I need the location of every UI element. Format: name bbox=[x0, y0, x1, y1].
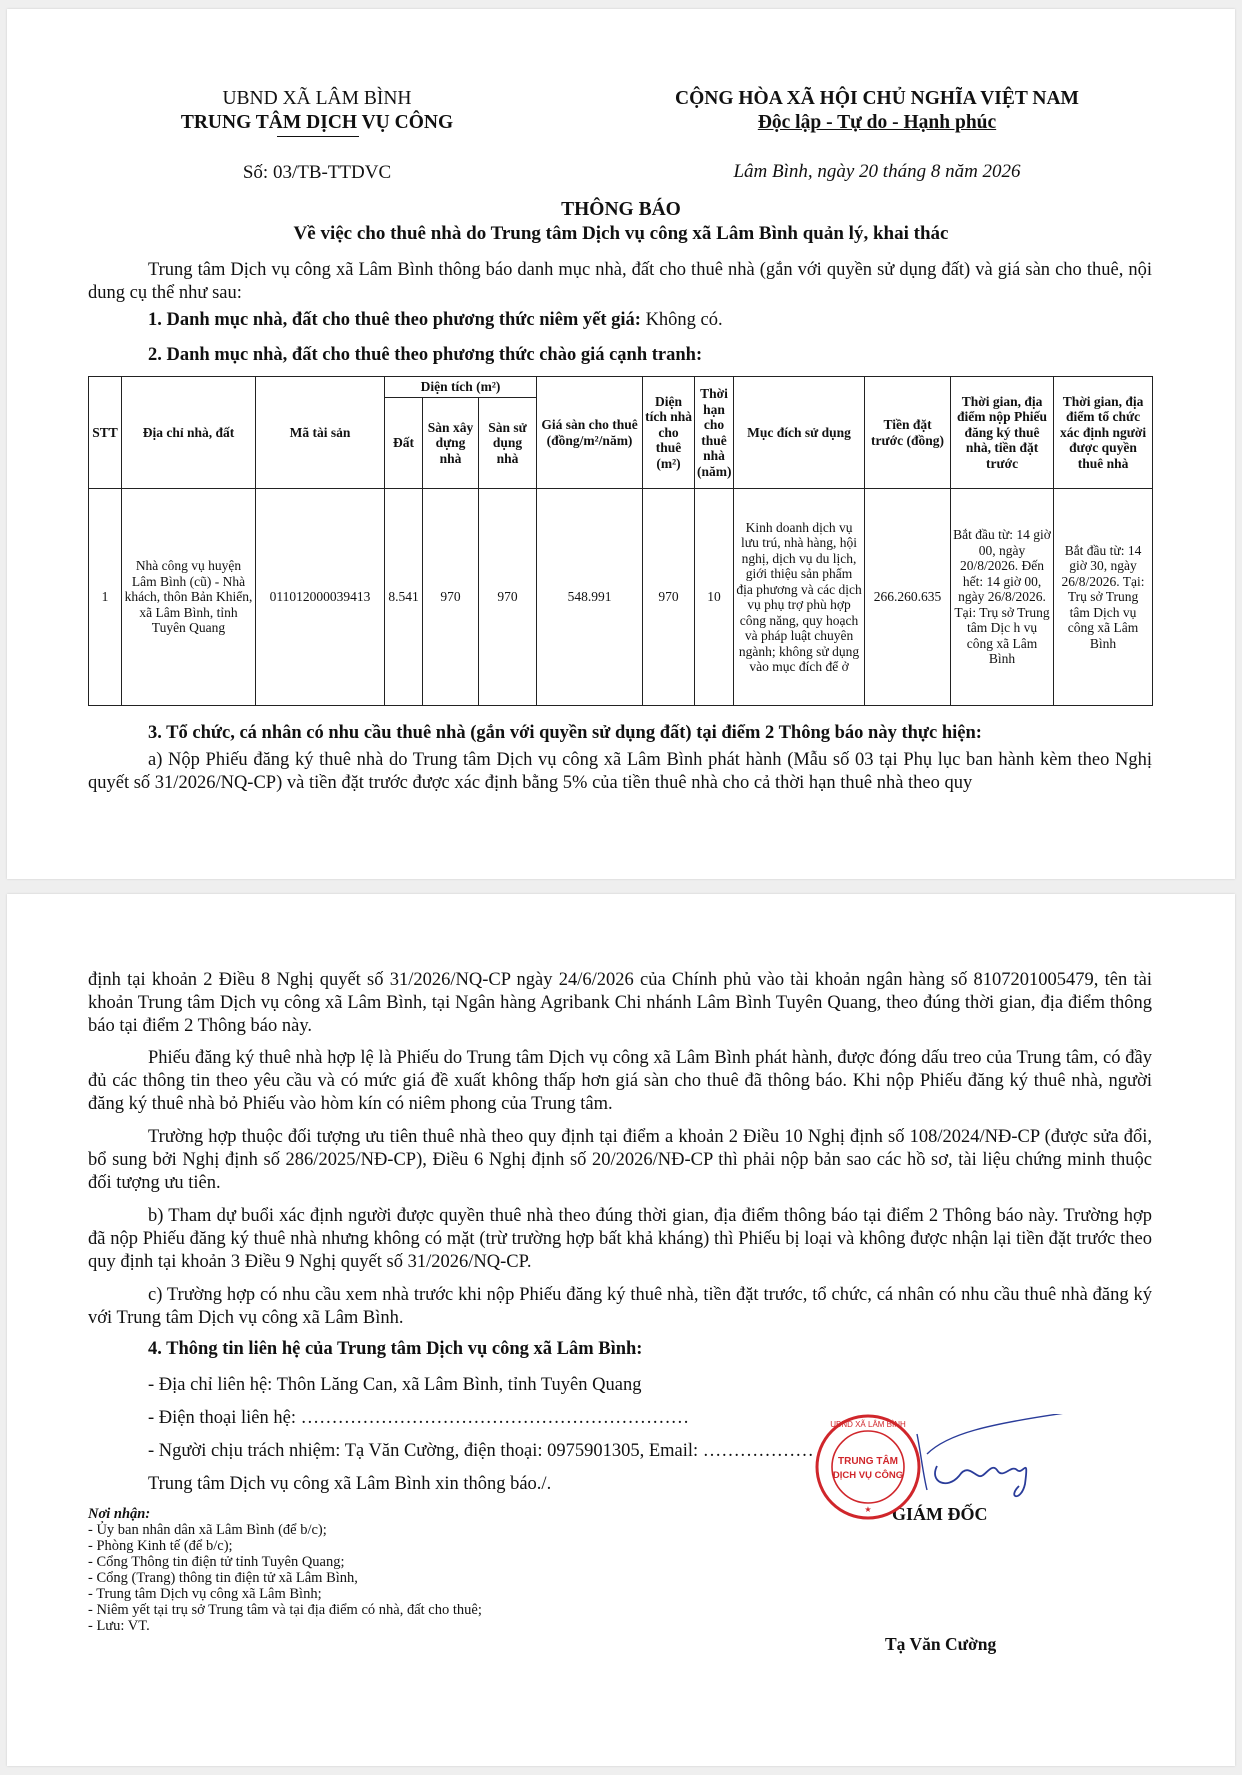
section-4-label: 4. Thông tin liên hệ của Trung tâm Dịch vụ công xã Lâm Bình: bbox=[148, 1339, 643, 1359]
recipient-item: - Lưu: VT. bbox=[88, 1618, 150, 1634]
cell-rent-area: 970 bbox=[643, 489, 695, 706]
col-floor-price: Giá sàn cho thuê (đồng/m²/năm) bbox=[537, 377, 643, 489]
contact-person: - Người chịu trách nhiệm: Tạ Văn Cường, điện thoại: 0975901305, Email: ……………… bbox=[148, 1441, 814, 1461]
table-row bbox=[89, 489, 1153, 706]
col-asset-code: Mã tài sản bbox=[256, 377, 385, 489]
cell-floor-built: 970 bbox=[423, 489, 479, 706]
section-2-label: 2. Danh mục nhà, đất cho thuê theo phương thức chào giá cạnh tranh: bbox=[148, 345, 703, 365]
col-purpose: Mục đích sử dụng bbox=[734, 377, 865, 489]
org-line-2 bbox=[77, 111, 557, 135]
col-floor-built: Sàn xây dựng nhà bbox=[423, 398, 479, 489]
document-page-1 bbox=[7, 9, 1235, 879]
svg-text:TRUNG TÂM: TRUNG TÂM bbox=[838, 1456, 898, 1467]
recipient-item: - Ủy ban nhân dân xã Lâm Bình (để b/c); bbox=[88, 1522, 327, 1538]
col-area-group: Diện tích (m²) bbox=[385, 377, 537, 398]
svg-text:★: ★ bbox=[864, 1505, 872, 1514]
table-header-row bbox=[89, 377, 1153, 398]
signer-name: Tạ Văn Cường bbox=[885, 1634, 997, 1654]
section-3c: c) Trường hợp có nhu cầu xem nhà trước khi nộp Phiếu đăng ký thuê nhà, tiền đặt trước, tổ chức, cá nhân có nhu cầu thuê nhà đăng ký với Trung tâm Dịch vụ công xã Lâm Bình. bbox=[88, 1285, 1152, 1328]
cell-submit-time: Bắt đầu từ: 14 giờ 00, ngày 20/8/2026. Đến hết: 14 giờ 00, ngày 26/8/2026. Tại: Trụ sở Trung tâm Dịc h vụ công xã Lâm Bình bbox=[951, 489, 1054, 706]
notice-subtitle: Về việc cho thuê nhà do Trung tâm Dịch vụ công xã Lâm Bình quản lý, khai thác bbox=[293, 223, 949, 244]
col-land: Đất bbox=[385, 398, 423, 489]
cell-decide-time: Bắt đầu từ: 14 giờ 30, ngày 26/8/2026. Tại: Trụ sở Trung tâm Dịch vụ công xã Lâm Bình bbox=[1054, 489, 1153, 706]
issuing-authority bbox=[77, 87, 557, 135]
org-line-1: UBND XÃ LÂM BÌNH bbox=[222, 88, 412, 109]
section-3a-part-1: a) Nộp Phiếu đăng ký thuê nhà do Trung tâm Dịch vụ công xã Lâm Bình phát hành (Mẫu số 03 tại Phụ lục ban hành kèm theo Nghị quyết số 31/2026/NQ-CP) và tiền đặt trước được xác định bằng 5% của tiền thuê nhà cho cả thời hạn thuê nhà theo quy bbox=[88, 750, 1152, 793]
recipient-item: - Cổng Thông tin điện tử tỉnh Tuyên Quang; bbox=[88, 1554, 345, 1570]
rental-table bbox=[88, 376, 1153, 706]
section-1 bbox=[148, 310, 723, 331]
document-page-2 bbox=[7, 894, 1235, 1766]
recipient-item: - Phòng Kinh tế (để b/c); bbox=[88, 1538, 233, 1554]
doc-number: Số: 03/TB-TTDVC bbox=[242, 162, 392, 183]
svg-text:UBND XÃ LÂM BÌNH: UBND XÃ LÂM BÌNH bbox=[830, 1420, 906, 1429]
recipient-item: - Niêm yết tại trụ sở Trung tâm và tại địa điểm có nhà, đất cho thuê; bbox=[88, 1602, 482, 1618]
col-submit-time: Thời gian, địa điểm nộp Phiếu đăng ký thuê nhà, tiền đặt trước bbox=[951, 377, 1054, 489]
cell-floor-price: 548.991 bbox=[537, 489, 643, 706]
org-line-2-text: TRUNG TÂM DỊCH VỤ CÔNG bbox=[180, 112, 454, 133]
section-1-value: Không có. bbox=[640, 310, 723, 330]
section-3b: b) Tham dự buổi xác định người được quyền thuê nhà theo đúng thời gian, địa điểm thông báo tại điểm 2 Thông báo này. Trường hợp đã nộp Phiếu đăng ký thuê nhà nhưng không có mặt (trừ trường hợp bất khả kháng) thì Phiếu bị loại và không được nhận lại tiền đặt trước theo quy định tại khoản 3 Điều 9 Nghị quyết số 31/2026/NQ-CP. bbox=[88, 1206, 1152, 1272]
nation-line-1: CỘNG HÒA XÃ HỘI CHỦ NGHĨA VIỆT NAM bbox=[675, 88, 1079, 109]
col-floor-used: Sàn sử dụng nhà bbox=[479, 398, 537, 489]
org-underline bbox=[277, 136, 359, 137]
valid-form-paragraph: Phiếu đăng ký thuê nhà hợp lệ là Phiếu do Trung tâm Dịch vụ công xã Lâm Bình phát hành, được đóng dấu treo của Trung tâm, có đầy đủ các thông tin theo yêu cầu và có mức giá đề xuất không thấp hơn giá sàn cho thuê đã thông báo. Khi nộp Phiếu đăng ký thuê nhà, người đăng ký thuê nhà bỏ Phiếu vào hòm kín có niêm phong của Trung tâm. bbox=[88, 1048, 1152, 1114]
cell-address: Nhà công vụ huyện Lâm Bình (cũ) - Nhà khách, thôn Bản Khiển, xã Lâm Bình, tỉnh Tuyên Quang bbox=[122, 489, 256, 706]
col-stt: STT bbox=[89, 377, 122, 489]
nation-line-2: Độc lập - Tự do - Hạnh phúc bbox=[757, 112, 997, 133]
col-decide-time: Thời gian, địa điểm tổ chức xác định người được quyền thuê nhà bbox=[1054, 377, 1153, 489]
svg-text:DỊCH VỤ CÔNG: DỊCH VỤ CÔNG bbox=[832, 1470, 904, 1481]
contact-address: - Địa chỉ liên hệ: Thôn Lăng Can, xã Lâm Bình, tỉnh Tuyên Quang bbox=[148, 1375, 642, 1395]
cell-floor-used: 970 bbox=[479, 489, 537, 706]
recipient-item: - Trung tâm Dịch vụ công xã Lâm Bình; bbox=[88, 1586, 322, 1602]
priority-paragraph: Trường hợp thuộc đối tượng ưu tiên thuê nhà theo quy định tại điểm a khoản 2 Điều 10 Nghị định số 108/2024/NĐ-CP (được sửa đổi, bổ sung bởi Nghị định số 286/2025/NĐ-CP), Điều 6 Nghị định số 20/2026/NĐ-CP thì phải nộp bản sao các hồ sơ, tài liệu chứng minh thuộc đối tượng ưu tiên. bbox=[88, 1127, 1152, 1193]
col-address: Địa chỉ nhà, đất bbox=[122, 377, 256, 489]
closing-line: Trung tâm Dịch vụ công xã Lâm Bình xin thông báo./. bbox=[148, 1474, 552, 1494]
notice-title: THÔNG BÁO bbox=[561, 199, 681, 220]
cell-term: 10 bbox=[695, 489, 734, 706]
col-term: Thời hạn cho thuê nhà (năm) bbox=[695, 377, 734, 489]
intro-paragraph: Trung tâm Dịch vụ công xã Lâm Bình thông báo danh mục nhà, đất cho thuê nhà (gắn với quyền sử dụng đất) và giá sàn cho thuê, nội dung cụ thể như sau: bbox=[88, 260, 1152, 303]
section-3a-part-2: định tại khoản 2 Điều 8 Nghị quyết số 31/2026/NQ-CP ngày 24/6/2026 của Chính phủ vào tài khoản ngân hàng số 8107201005479, tên tài khoản Trung tâm Dịch vụ công xã Lâm Bình, tại Ngân hàng Agribank Chi nhánh Lâm Bình Tuyên Quang, theo đúng thời gian, địa điểm thông báo tại điểm 2 Thông báo này. bbox=[88, 970, 1152, 1036]
recipients-block bbox=[88, 1506, 482, 1634]
contact-phone: - Điện thoại liên hệ: ……………………………………………………… bbox=[148, 1408, 690, 1428]
signer-position: GIÁM ĐỐC bbox=[892, 1504, 988, 1524]
cell-asset-code: 011012000039413 bbox=[256, 489, 385, 706]
national-motto bbox=[577, 87, 1177, 135]
cell-purpose: Kinh doanh dịch vụ lưu trú, nhà hàng, hội nghị, dịch vụ du lịch, giới thiệu sản phẩm địa phương và các dịch vụ phụ trợ phù hợp công năng, quy hoạch và pháp luật chuyên ngành; không sử dụng vào mục đích để ở bbox=[734, 489, 865, 706]
cell-deposit: 266.260.635 bbox=[865, 489, 951, 706]
recipients-label: Nơi nhận: bbox=[88, 1506, 151, 1522]
handwritten-signature-icon bbox=[907, 1414, 1087, 1504]
col-rent-area: Diện tích nhà cho thuê (m²) bbox=[643, 377, 695, 489]
place-date: Lâm Bình, ngày 20 tháng 8 năm 2026 bbox=[733, 161, 1021, 182]
cell-land: 8.541 bbox=[385, 489, 423, 706]
section-3-label: 3. Tổ chức, cá nhân có nhu cầu thuê nhà (gắn với quyền sử dụng đất) tại điểm 2 Thông báo này thực hiện: bbox=[148, 723, 982, 743]
cell-stt: 1 bbox=[89, 489, 122, 706]
col-deposit: Tiền đặt trước (đồng) bbox=[865, 377, 951, 489]
recipient-item: - Cổng (Trang) thông tin điện tử xã Lâm Bình, bbox=[88, 1570, 358, 1586]
section-1-label: 1. Danh mục nhà, đất cho thuê theo phương thức niêm yết giá: bbox=[148, 310, 641, 330]
